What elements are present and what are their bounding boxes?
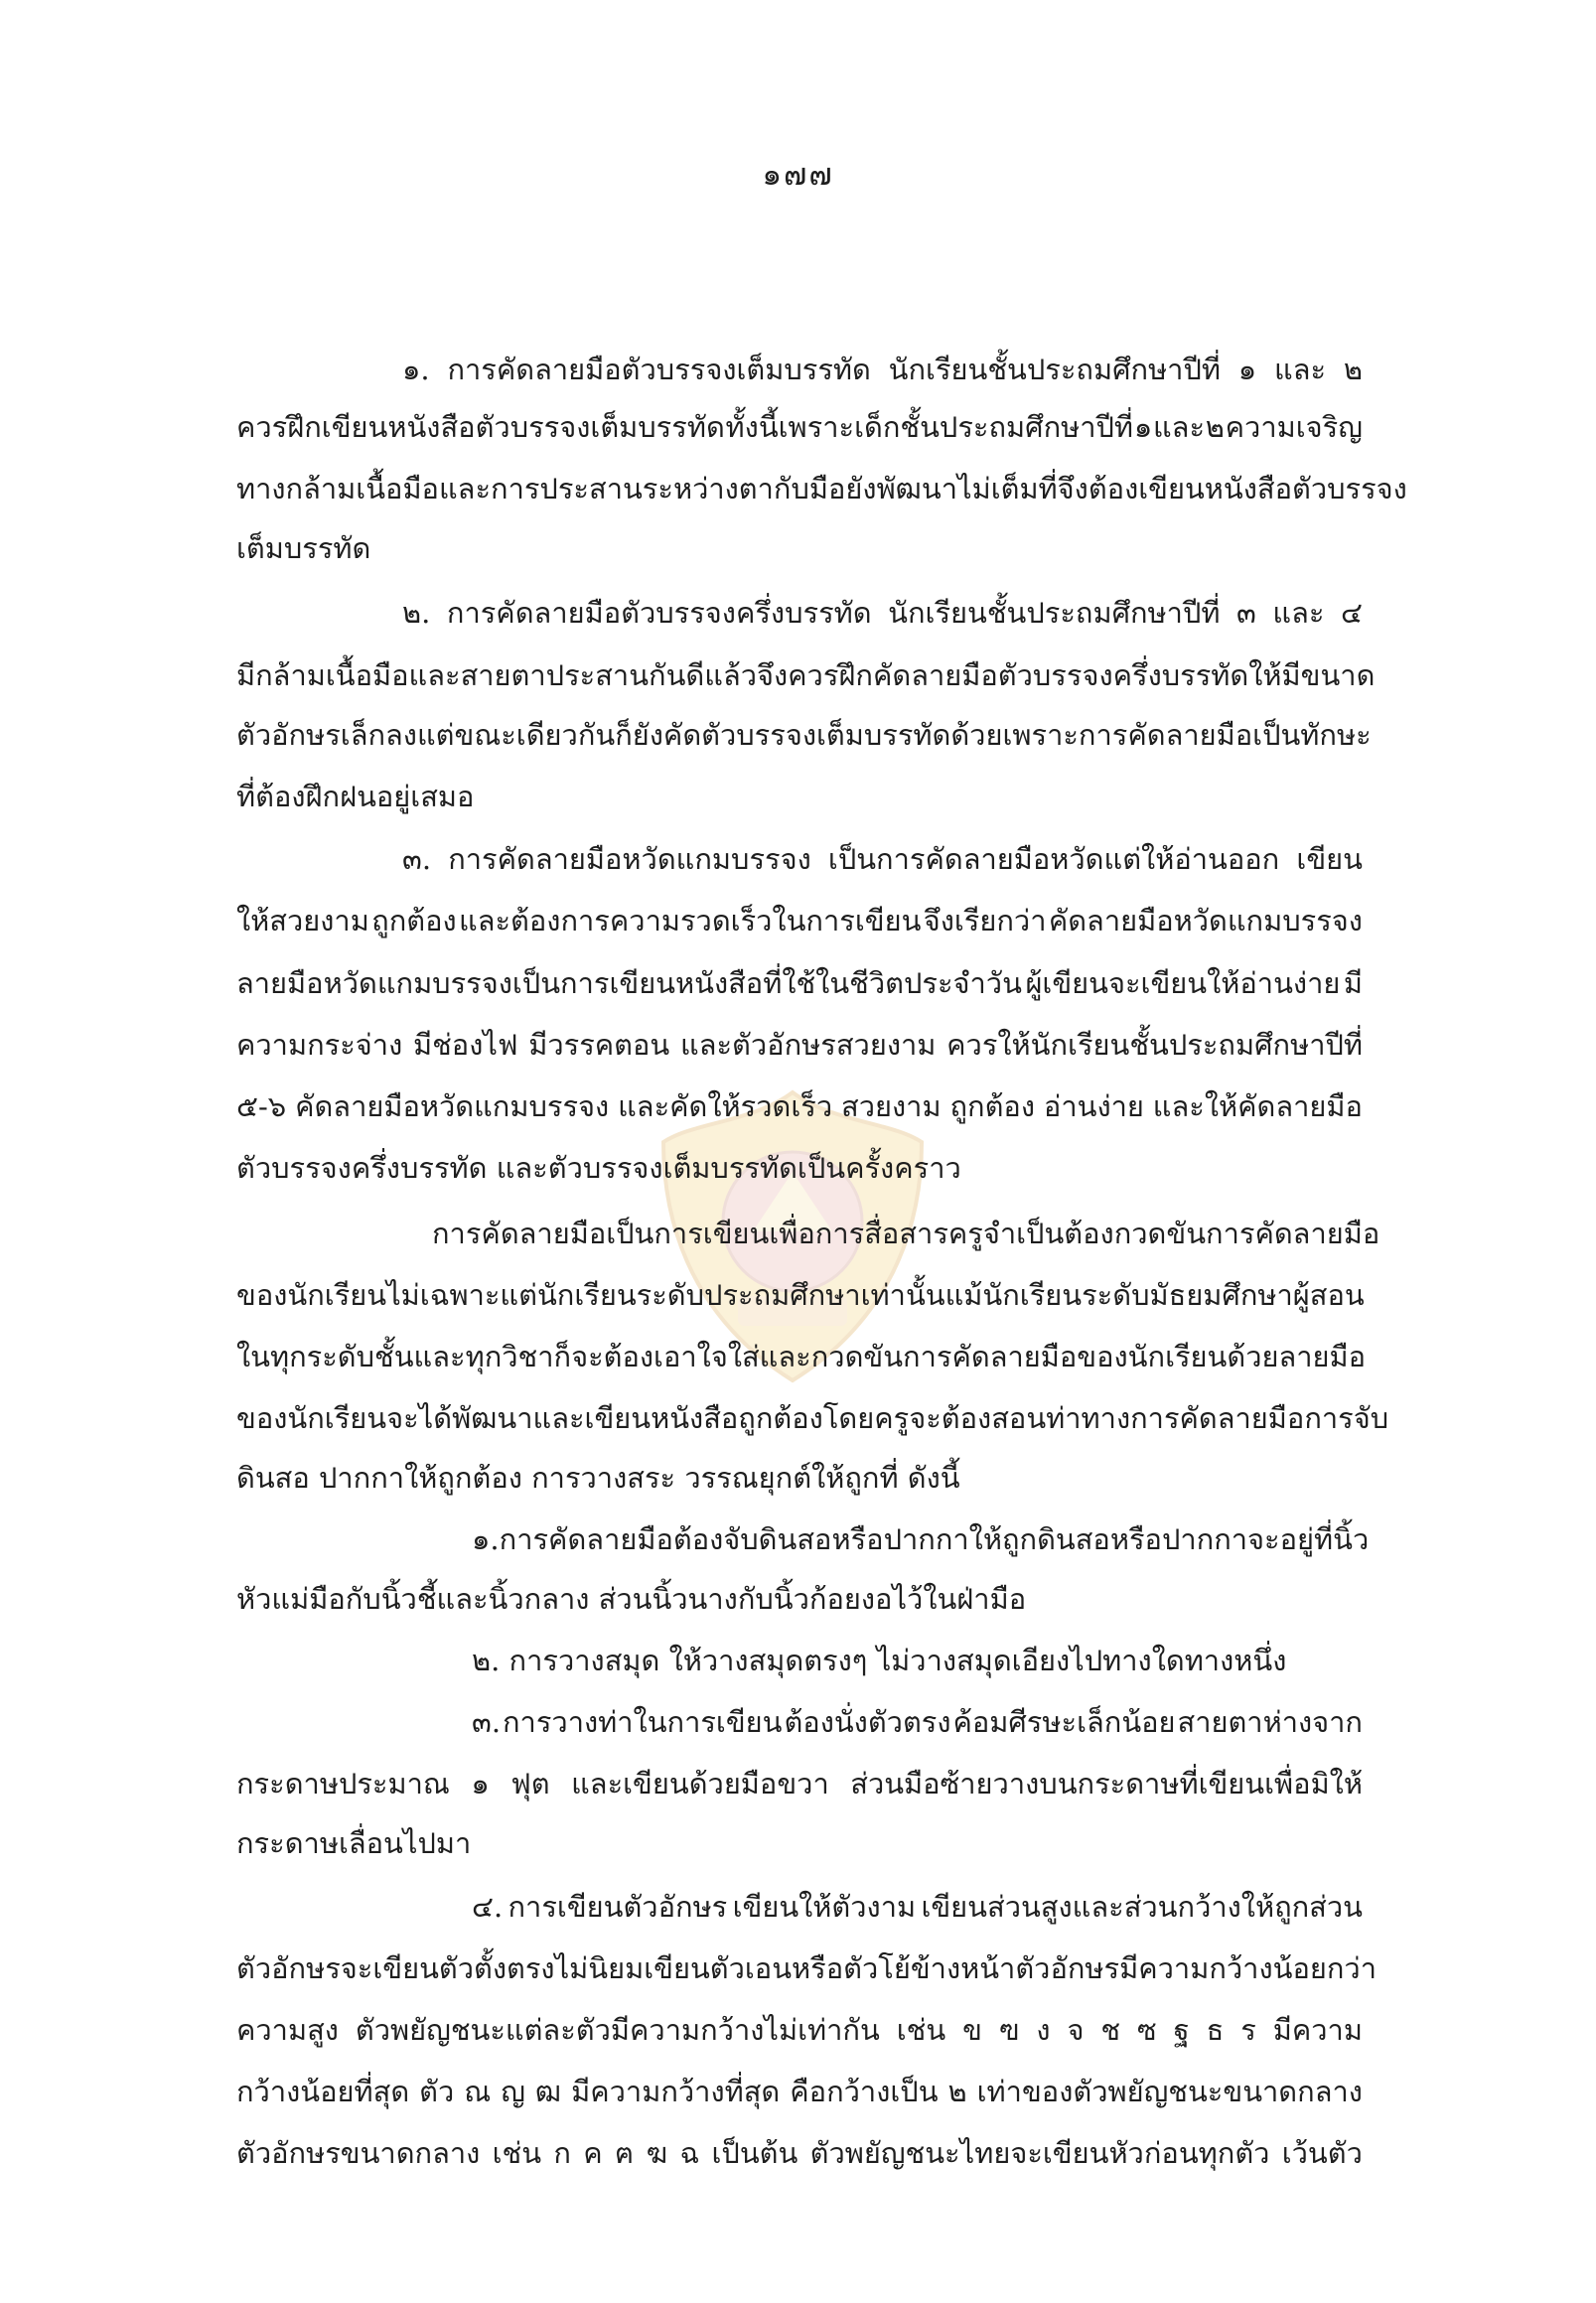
text-line: กว้างน้อยที่สุด ตัว ณ ญ ฒ มีความกว้างที่สุด คือกว้างเป็น ๒ เท่าของตัวพยัญชนะขนาดกลาง: [236, 2075, 1363, 2108]
text-line: ตัวอักษรเล็กลง แต่ขณะเดียวกันก็ยังคัดตัวบรรจงเต็มบรรทัดด้วย เพราะการคัดลายมือเป็นทักษะ: [236, 718, 1372, 752]
text-line: ตัวอักษรจะเขียนตัวตั้งตรง ไม่นิยมเขียนตัวเอนหรือตัวโย้ข้างหน้า ตัวอักษรมีความกว้างน้อยกว่า: [236, 1951, 1377, 1985]
text-line: ๔. การเขียนตัวอักษร เขียนให้ตัวงาม เขียนส่วนสูงและส่วนกว้างให้ถูกส่วน: [472, 1890, 1363, 1924]
text-line: ๓. การวางท่าในการเขียน ต้องนั่งตัวตรง ค้อมศีรษะเล็กน้อย สายตาห่างจาก: [472, 1705, 1363, 1739]
text-line: กระดาษประมาณ ๑ ฟุต และเขียนด้วยมือขวา ส่วนมือซ้ายวางบนกระดาษที่เขียนเพื่อมิให้: [236, 1767, 1363, 1800]
text-line: หัวแม่มือกับนิ้วชี้และนิ้วกลาง ส่วนนิ้วนางกับนิ้วก้อยงอไว้ในฝ่ามือ: [236, 1582, 1027, 1616]
text-line: ควรฝึกเขียนหนังสือตัวบรรจงเต็มบรรทัด ทั้งนี้เพราะเด็กชั้นประถมศึกษาปีที่ ๑ และ ๒ ความเจริญ: [236, 410, 1363, 444]
text-line: ๑. การคัดลายมือ ต้องจับดินสอหรือปากกาให้ถูก ดินสอหรือปากกาจะอยู่ที่นิ้ว: [472, 1522, 1370, 1556]
text-line: ๕-๖ คัดลายมือหวัดแกมบรรจง และคัดให้รวดเร็ว สวยงาม ถูกต้อง อ่านง่าย และให้คัดลายมือ: [236, 1089, 1363, 1123]
text-line: ที่ต้องฝึกฝนอยู่เสมอ: [236, 780, 475, 813]
text-line: กระดาษเลื่อนไปมา: [236, 1826, 472, 1860]
text-line: ให้สวยงาม ถูกต้อง และต้องการความรวดเร็วในการเขียน จึงเรียกว่า คัดลายมือหวัดแกมบรรจง: [236, 904, 1363, 937]
text-line: ทางกล้ามเนื้อมือและการประสานระหว่างตากับมือยังพัฒนาไม่เต็มที่ จึงต้องเขียนหนังสือตัวบรรจง: [236, 472, 1407, 505]
text-line: ตัวอักษรขนาดกลาง เช่น ก ค ฅ ฆ ฉ เป็นต้น ตัวพยัญชนะไทยจะเขียนหัวก่อนทุกตัว เว้นตัว: [236, 2136, 1363, 2170]
text-line: ๑. การคัดลายมือตัวบรรจงเต็มบรรทัด นักเรียนชั้นประถมศึกษาปีที่ ๑ และ ๒: [402, 353, 1363, 386]
text-line: มีกล้ามเนื้อมือและสายตาประสานกันดีแล้ว จึงควรฝึกคัดลายมือตัวบรรจงครึ่งบรรทัดให้มีขนาด: [236, 658, 1376, 692]
text-line: ของนักเรียนไม่เฉพาะแต่นักเรียนระดับประถมศึกษาเท่านั้น แม้นักเรียนระดับมัธยมศึกษา ผู้สอน: [236, 1278, 1365, 1312]
text-line: ๓. การคัดลายมือหวัดแกมบรรจง เป็นการคัดลายมือหวัดแต่ให้อ่านออก เขียน: [402, 842, 1363, 876]
text-line: ๒. การคัดลายมือตัวบรรจงครึ่งบรรทัด นักเรียนชั้นประถมศึกษาปีที่ ๓ และ ๔: [402, 596, 1363, 630]
text-line: ๒. การวางสมุด ให้วางสมุดตรงๆ ไม่วางสมุดเอียงไปทางใดทางหนึ่ง: [472, 1644, 1287, 1677]
text-line: ความกระจ่าง มีช่องไฟ มีวรรคตอน และตัวอักษรสวยงาม ควรให้นักเรียนชั้นประถมศึกษาปีที่: [236, 1028, 1363, 1062]
text-line: ในทุกระดับชั้นและทุกวิชาก็จะต้องเอาใจใส่และกวดขันการคัดลายมือของนักเรียนด้วย ลายมือ: [236, 1340, 1367, 1373]
text-line: ตัวบรรจงครึ่งบรรทัด และตัวบรรจงเต็มบรรทัดเป็นครั้งคราว: [236, 1151, 961, 1185]
text-line: ดินสอ ปากกาให้ถูกต้อง การวางสระ วรรณยุกต์ให้ถูกที่ ดังนี้: [236, 1461, 960, 1495]
text-line: ความสูง ตัวพยัญชนะแต่ละตัวมีความกว้างไม่เท่ากัน เช่น ข ฃ ง จ ช ซ ฐ ธ ร มีความ: [236, 2013, 1363, 2047]
page-number: ๑๗๗: [762, 157, 834, 193]
text-line: การคัดลายมือเป็นการเขียนเพื่อการสื่อสาร ครูจำเป็นต้องกวดขันการคัดลายมือ: [432, 1217, 1380, 1250]
text-line: ลายมือหวัดแกมบรรจงเป็นการเขียนหนังสือที่ใช้ในชีวิตประจำวัน ผู้เขียนจะเขียนให้อ่านง่าย มี: [236, 966, 1363, 1000]
text-line: เต็มบรรทัด: [236, 531, 371, 565]
text-line: ของนักเรียนจะได้พัฒนาและเขียนหนังสือถูกต้อง โดยครูจะต้องสอนท่าทางการคัดลายมือ การจับ: [236, 1401, 1389, 1435]
